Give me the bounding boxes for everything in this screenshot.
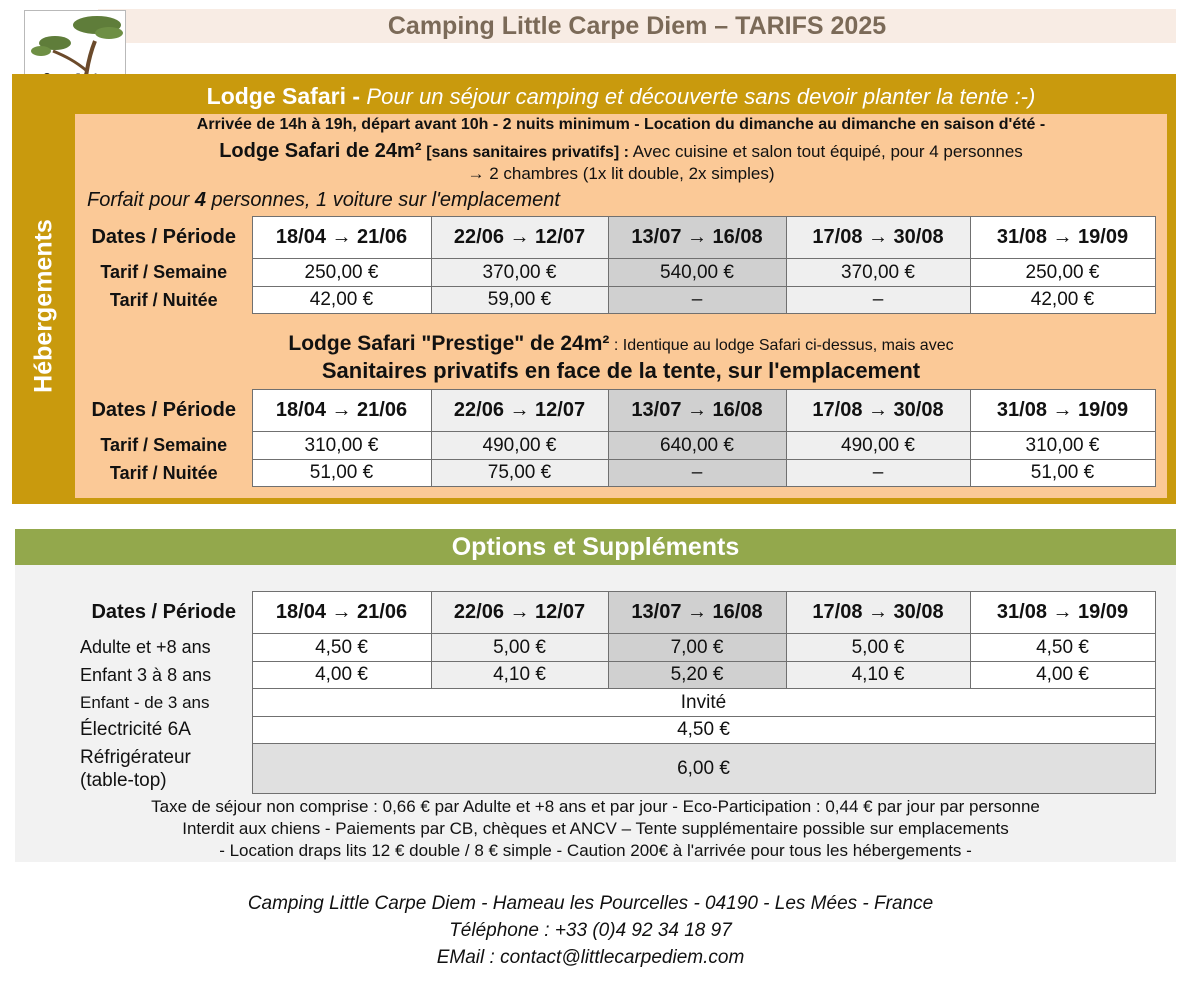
lodge-heading: Lodge Safari - Pour un séjour camping et découverte sans devoir planter la tente :-) (206, 83, 1036, 109)
prestige-sanitaires: Sanitaires privatifs en face de la tente, sur l'emplacement (321, 358, 921, 383)
table-row: Tarif / Semaine 310,00 € 490,00 € 640,00 € 490,00 € 310,00 € (76, 432, 1155, 460)
rules-note: Interdit aux chiens - Paiements par CB, chèques et ANCV – Tente supplémentaire possible sur emplacements (182, 819, 1009, 838)
table-row: Tarif / Semaine 250,00 € 370,00 € 540,00 € 370,00 € 250,00 € (76, 259, 1155, 287)
lodge-safari-price-table (76, 216, 1156, 314)
lodge-prestige-price-table (76, 389, 1156, 487)
tax-note: Taxe de séjour non comprise : 0,66 € par Adulte et +8 ans et par jour - Eco-Participation : 0,44 € par jour par personne (151, 797, 1040, 816)
footer-address: Camping Little Carpe Diem - Hameau les Pourcelles - 04190 - Les Mées - France (247, 893, 934, 914)
lodge-rooms: → 2 chambres (1x lit double, 2x simples) (467, 164, 775, 183)
lodge-description: Lodge Safari de 24m² [sans sanitaires privatifs] : Avec cuisine et salon tout équipé, pour 4 personnes (219, 140, 1023, 162)
table-row: Enfant 3 à 8 ans 4,00 € 4,10 € 5,20 € 4,10 € 4,00 € (76, 662, 1155, 689)
forfait-info: Forfait pour 4 personnes, 1 voiture sur l'emplacement (87, 189, 560, 211)
period-header-row: Dates / Période 18/04 → 21/06 22/06 → 12/07 13/07 → 16/08 17/08 → 30/08 31/08 → 19/09 (76, 390, 1155, 432)
options-heading: Options et Suppléments (451, 533, 740, 561)
table-row: Enfant - de 3 ans Invité (76, 689, 1155, 717)
options-price-table (76, 591, 1156, 794)
table-row: Réfrigérateur (table-top) 6,00 € (76, 744, 1155, 794)
arrival-info: Arrivée de 14h à 19h, départ avant 10h - 2 nuits minimum - Location du dimanche au dimanche en saison d'été - (196, 116, 1046, 133)
side-label: Hébergements (29, 219, 57, 393)
prestige-description: Lodge Safari "Prestige" de 24m² : Identique au lodge Safari ci-dessus, mais avec (288, 332, 954, 355)
footer-phone: Téléphone : +33 (0)4 92 34 18 97 (449, 920, 732, 941)
period-header-row: Dates / Période 18/04 → 21/06 22/06 → 12/07 13/07 → 16/08 17/08 → 30/08 31/08 → 19/09 (76, 217, 1155, 259)
rental-note: - Location draps lits 12 € double / 8 € simple - Caution 200€ à l'arrivée pour tous les hébergements - (219, 841, 972, 860)
table-row: Adulte et +8 ans 4,50 € 5,00 € 7,00 € 5,00 € 4,50 € (76, 634, 1155, 662)
table-row: Tarif / Nuitée 51,00 € 75,00 € – – 51,00 € (76, 460, 1155, 487)
footer-email[interactable]: EMail : contact@littlecarpediem.com (436, 947, 745, 968)
table-row: Tarif / Nuitée 42,00 € 59,00 € – – 42,00 € (76, 287, 1155, 314)
table-row: Électricité 6A 4,50 € (76, 717, 1155, 744)
page-title: Camping Little Carpe Diem – TARIFS 2025 (387, 12, 887, 40)
period-header-row: Dates / Période 18/04 → 21/06 22/06 → 12/07 13/07 → 16/08 17/08 → 30/08 31/08 → 19/09 (76, 592, 1155, 634)
